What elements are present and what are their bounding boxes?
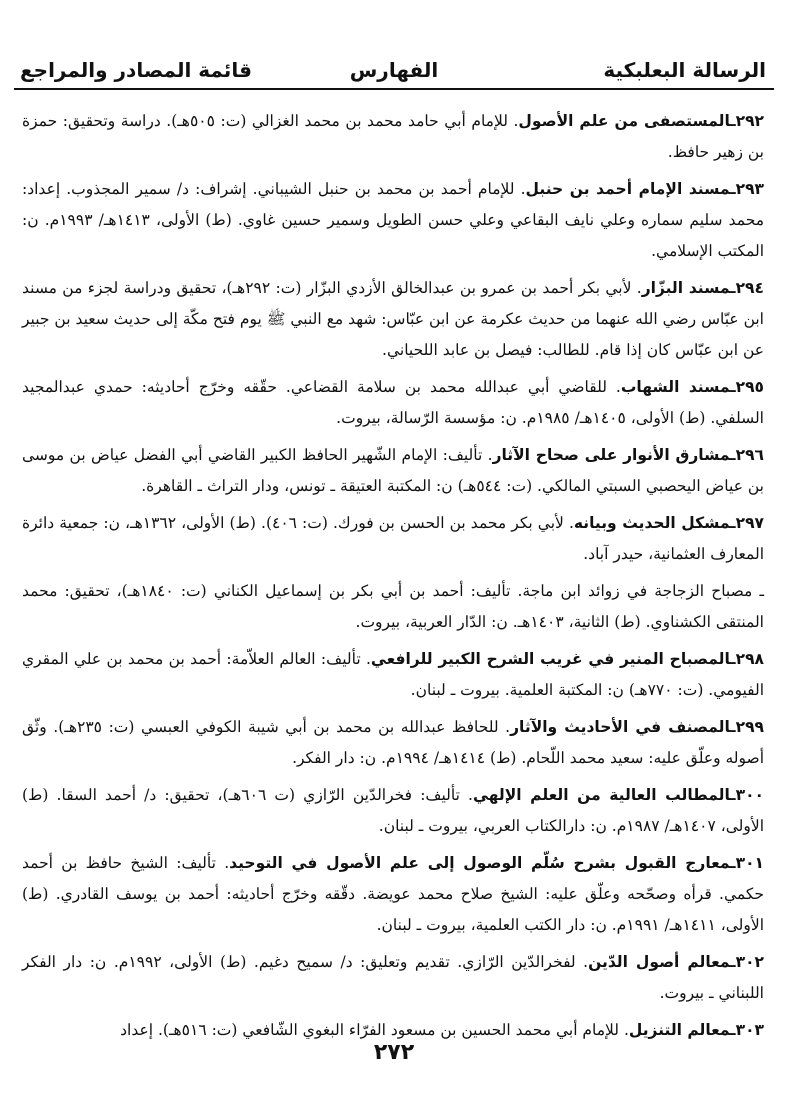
- entry-text: . لأبي بكر محمد بن الحسن بن فورك. (ت: ٤٠٦). (ط) الأولى، ١٣٦٢هـ، ن: جمعية دائرة المعارف العثمانية، حيدر آباد.: [22, 514, 764, 563]
- page-number: ٢٧٢: [373, 1040, 415, 1065]
- header-book-title: الرسالة البعلبكية: [603, 58, 766, 82]
- entry-number: ٣٠٢ـ: [730, 953, 764, 971]
- entry-text: . للقاضي أبي عبدالله محمد بن سلامة القضاعي. حقّقه وخرّج أحاديثه: حمدي عبدالمجيد السلفي. (ط) الأولى، ١٤٠٥هـ/ ١٩٨٥م. ن: مؤسسة الرّسالة، بيروت.: [22, 378, 764, 427]
- entry-number: ٢٩٥ـ: [730, 378, 765, 396]
- entry-text: . تأليف: العالم العلاّمة: أحمد بن محمد بن علي المقري الفيومي. (ت: ٧٧٠هـ) ن: المكتبة العلمية. بيروت ـ لبنان.: [22, 650, 764, 699]
- bibliography-entry: [22, 508, 764, 570]
- entry-text: . للإمام أبي محمد الحسين بن مسعود الفرّاء البغوي الشّافعي (ت: ٥١٦هـ). إعداد: [120, 1021, 629, 1039]
- entry-text: . لفخرالدّين الرّازي. تقديم وتعليق: د/ سميح دغيم. (ط) الأولى، ١٩٩٢م. ن: دار الفكر اللبناني ـ بيروت.: [22, 953, 764, 1002]
- bibliography-entry: [22, 174, 764, 267]
- entry-title: معالم أصول الدّين: [588, 953, 731, 971]
- entry-title: المطالب العالية من العلم الإلهي: [472, 786, 731, 804]
- bibliography-entry: [22, 780, 764, 842]
- header-rule: [14, 88, 774, 90]
- bibliography-entry: [22, 106, 764, 168]
- entry-text: . تأليف: فخرالدّين الرّازي (ت ٦٠٦هـ)، تحقيق: د/ أحمد السقا. (ط) الأولى، ١٤٠٧هـ/ ١٩٨٧م. ن: دارالكتاب العربي، بيروت ـ لبنان.: [22, 786, 764, 835]
- entry-number: ٢٩٨ـ: [730, 650, 764, 668]
- bibliography-entry: [22, 576, 764, 638]
- bibliography-entry: [22, 644, 764, 706]
- entry-title: المصنف في الأحاديث والآثار: [510, 718, 731, 736]
- entry-number: ٣٠١ـ: [730, 854, 764, 872]
- bibliography-list: [22, 106, 764, 1052]
- bibliography-entry: [22, 947, 764, 1009]
- header-chapter-title: قائمة المصادر والمراجع: [20, 58, 252, 82]
- entry-number: ٢٩٢ـ: [730, 112, 765, 130]
- entry-title: مشارق الأنوار على صحاح الآثار: [492, 446, 731, 464]
- entry-text: . تأليف: الشيخ حافظ بن أحمد حكمي. قرأه وصحّحه وعلّق عليه: الشيخ صلاح محمد عويضة. دقّقه وخرّج أحاديثه: أحمد بن يوسف القادري. (ط) الأولى، ١٤١١هـ/ ١٩٩١م. ن: دار الكتب العلمية، بيروت ـ لبنان.: [22, 854, 764, 934]
- bibliography-entry: [22, 440, 764, 502]
- entry-number: ٢٩٣ـ: [730, 180, 765, 198]
- entry-number: ٣٠٣ـ: [730, 1021, 764, 1039]
- entry-number: ٢٩٤ـ: [730, 279, 764, 297]
- entry-title: مشكل الحديث وبيانه: [573, 514, 731, 532]
- entry-title: المصباح المنير في غريب الشرح الكبير للرافعي: [370, 650, 731, 668]
- entry-title: معالم التنزيل: [628, 1021, 731, 1039]
- entry-text: ـ مصباح الزجاجة في زوائد ابن ماجة. تأليف: أحمد بن أبي بكر بن إسماعيل الكناني (ت: ١٨٤٠هـ)، تحقيق: محمد المنتقى الكشناوي. (ط) الثانية، ١٤٠٣هـ. ن: الدّار العربية، بيروت.: [22, 582, 764, 631]
- bibliography-entry: [22, 848, 764, 941]
- entry-title: معارج القبول بشرح سُلّم الوصول إلى علم الأصول في التوحيد: [229, 854, 731, 872]
- bibliography-entry: [22, 273, 764, 366]
- bibliography-entry: [22, 712, 764, 774]
- entry-title: مسند الشهاب: [620, 378, 731, 396]
- header-section-title: الفهارس: [349, 58, 439, 82]
- entry-number: ٢٩٧ـ: [730, 514, 764, 532]
- entry-text: . تأليف: الإمام الشّهير الحافظ الكبير القاضي أبي الفضل عياض بن موسى بن عياض اليحصبي السبتي المالكي. (ت: ٥٤٤هـ) ن: المكتبة العتيقة ـ تونس، ودار التراث ـ القاهرة.: [22, 446, 764, 495]
- entry-number: ٣٠٠ـ: [730, 786, 764, 804]
- entry-number: ٢٩٩ـ: [730, 718, 764, 736]
- entry-number: ٢٩٦ـ: [730, 446, 764, 464]
- entry-text: . للإمام أبي حامد محمد بن محمد الغزالي (ت: ٥٠٥هـ). دراسة وتحقيق: حمزة بن زهير حافظ.: [22, 112, 764, 161]
- entry-title: مسند الإمام أحمد بن حنبل: [525, 180, 731, 198]
- entry-title: المستصفى من علم الأصول: [518, 112, 731, 130]
- entry-title: مسند البزّار: [641, 279, 731, 297]
- running-header: [14, 52, 774, 88]
- entry-text: . لأبي بكر أحمد بن عمرو بن عبدالخالق الأزدي البزّار (ت: ٢٩٢هـ)، تحقيق ودراسة لجزء من مسند ابن عبّاس رضي الله عنهما من حديث عكرمة عن ابن عبّاس: شهد مع النبي ﷺ يوم فتح مكّة إلى حديث سعيد بن جبير عن ابن عبّاس كان إذا قام. للطالب: فيصل بن عابد اللحياني.: [22, 279, 764, 359]
- entry-text: . للحافظ عبدالله بن محمد بن أبي شيبة الكوفي العبسي (ت: ٢٣٥هـ). وثّق أصوله وعلّق عليه: سعيد محمد اللّحام. (ط) ١٤١٤هـ/ ١٩٩٤م. ن: دار الفكر.: [22, 718, 764, 767]
- bibliography-entry: [22, 372, 764, 434]
- entry-text: . للإمام أحمد بن محمد بن حنبل الشيباني. إشراف: د/ سمير المجذوب. إعداد: محمد سليم سماره وعلي نايف البقاعي وعلي حسن الطويل وسمير حسين غاوي. (ط) الأولى، ١٤١٣هـ/ ١٩٩٣م. ن: المكتب الإسلامي.: [22, 180, 764, 260]
